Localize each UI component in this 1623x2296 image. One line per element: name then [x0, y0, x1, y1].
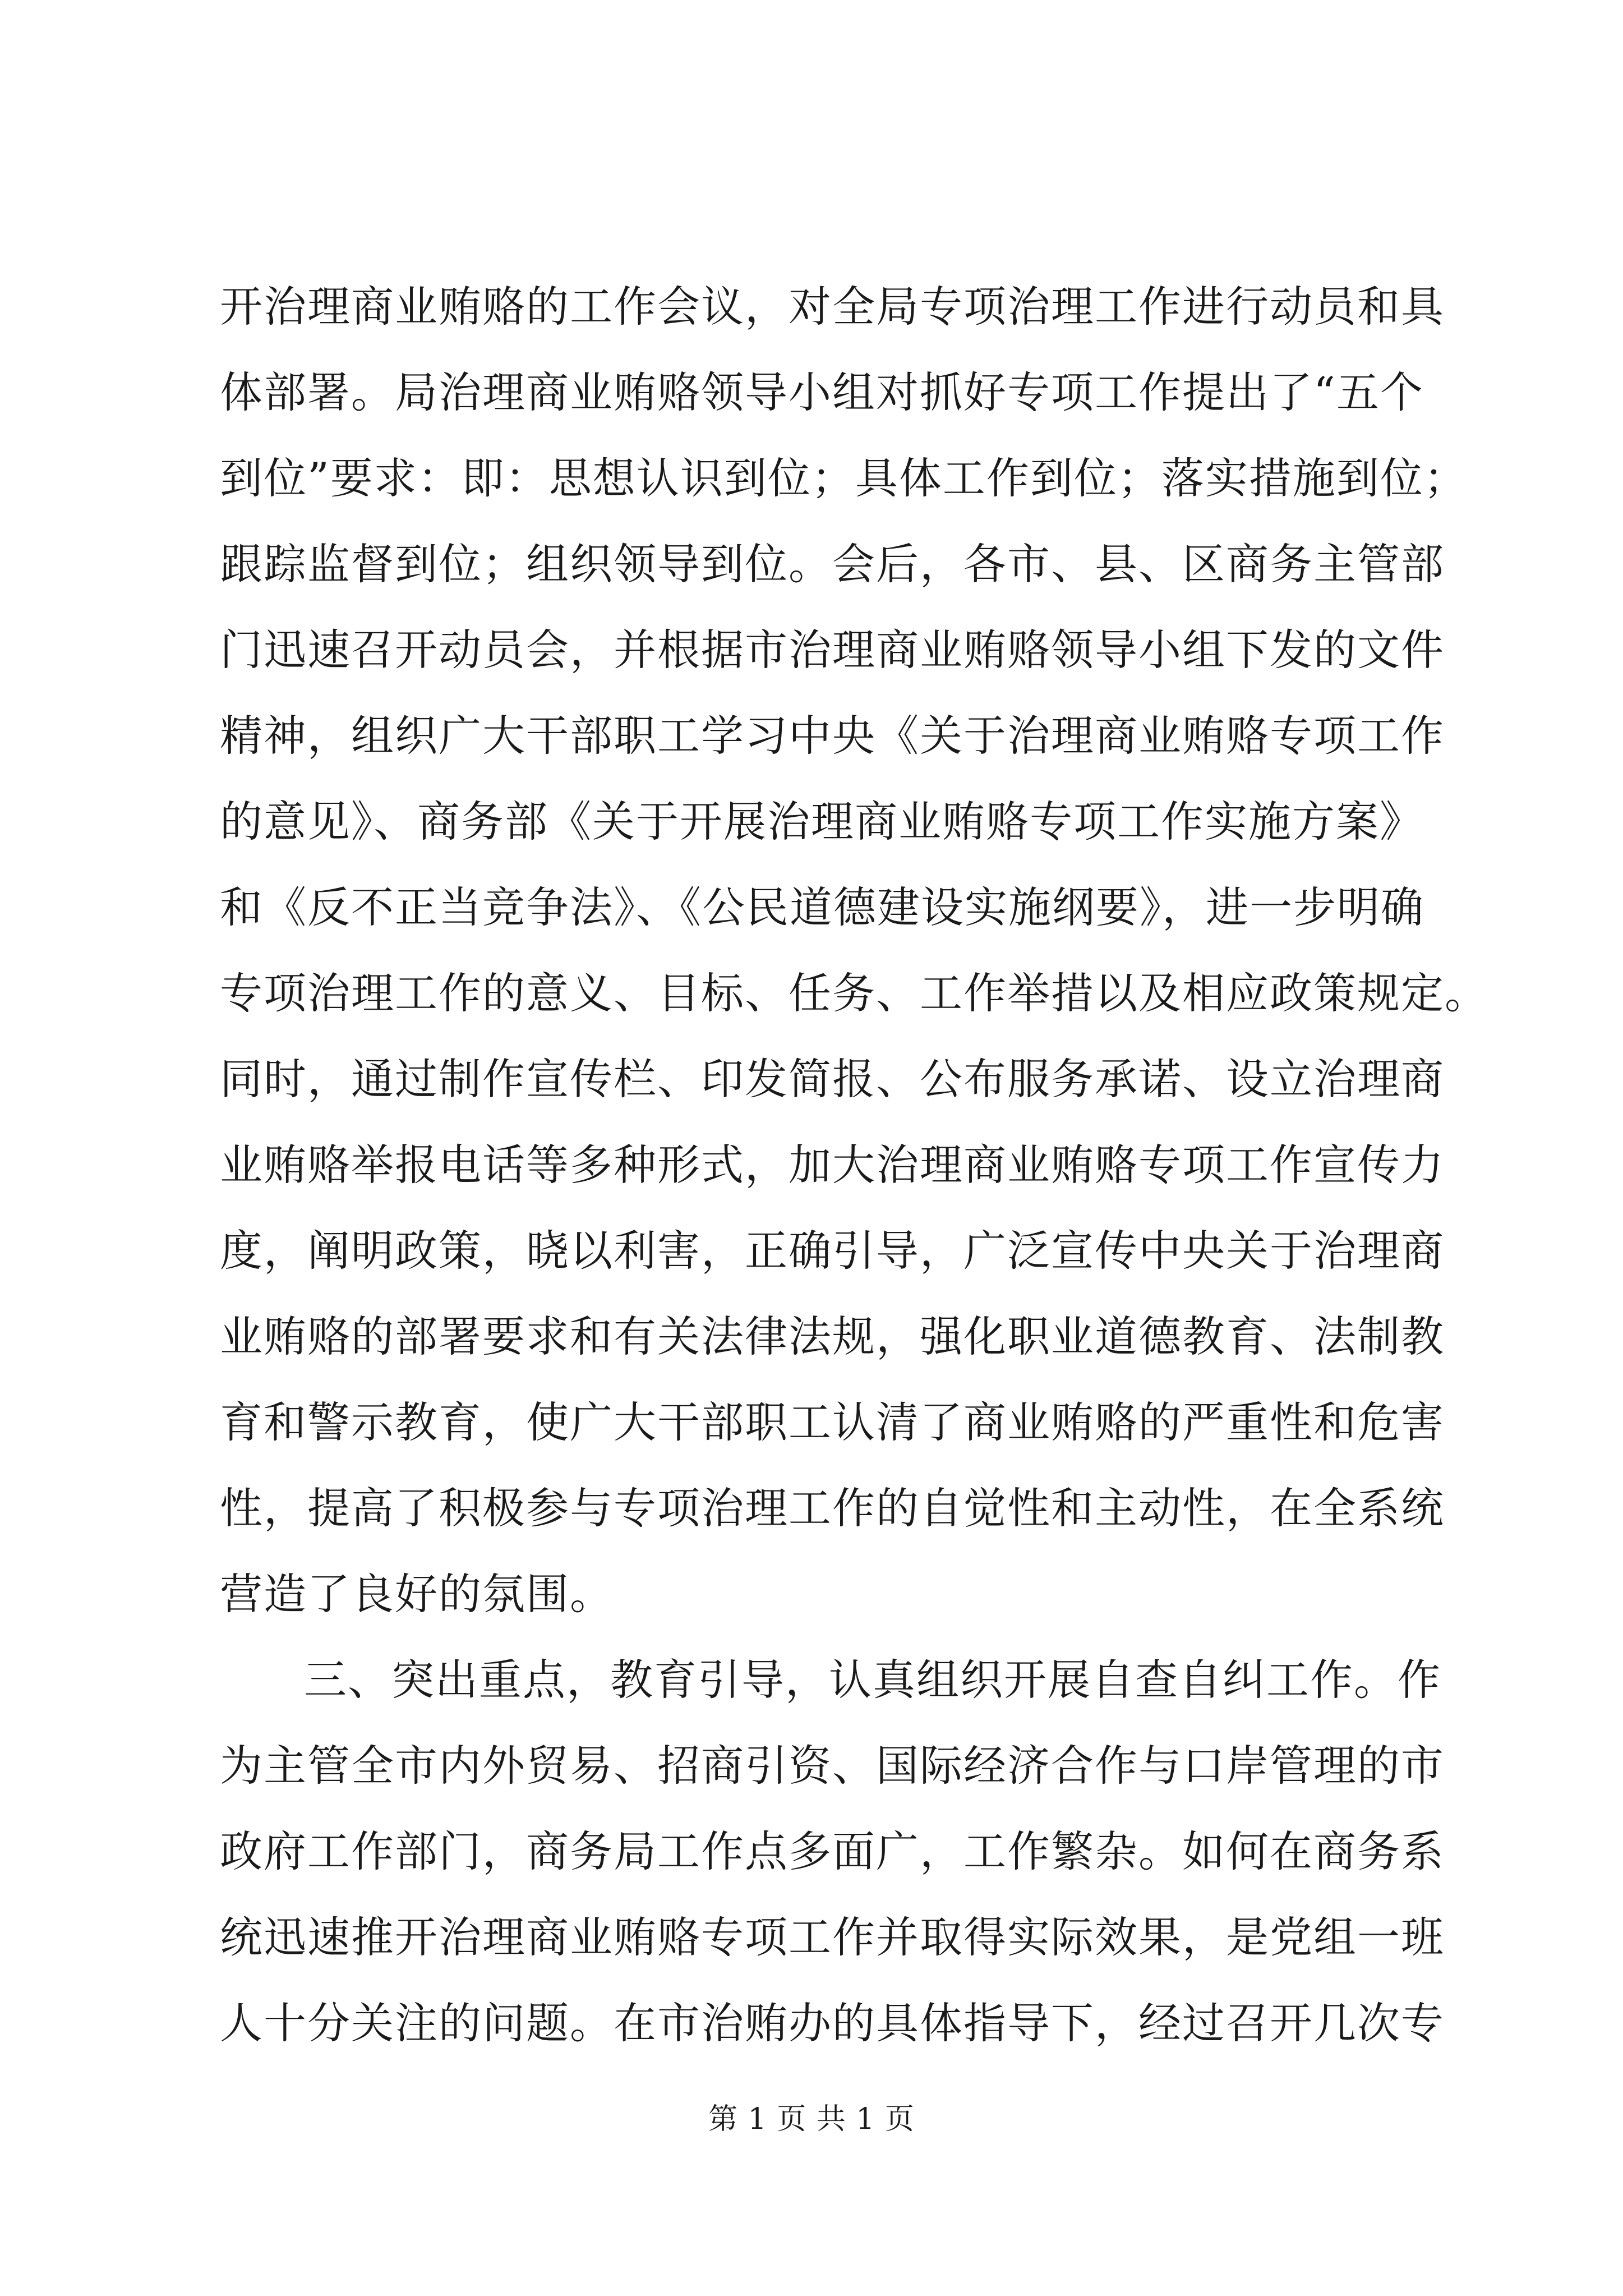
- text-line: 门迅速召开动员会，并根据市治理商业贿赂领导小组下发的文件: [220, 625, 1445, 675]
- page-footer: 第 1 页 共 1 页: [708, 2102, 915, 2136]
- text-line: 性，提高了积极参与专项治理工作的自觉性和主动性，在全系统: [220, 1483, 1445, 1533]
- text-line: 政府工作部门，商务局工作点多面广，工作繁杂。如何在商务系: [220, 1826, 1445, 1876]
- body-text: [220, 264, 1488, 2066]
- section-heading-line: 三、突出重点，教育引导，认真组织开展自查自纠工作。作: [304, 1655, 1441, 1705]
- text-line: 为主管全市内外贸易、招商引资、国际经济合作与口岸管理的市: [220, 1741, 1445, 1791]
- text-line: 统迅速推开治理商业贿赂专项工作并取得实际效果，是党组一班: [220, 1912, 1445, 1962]
- text-line: 跟踪监督到位；组织领导到位。会后，各市、县、区商务主管部: [220, 539, 1445, 589]
- text-line: 开治理商业贿赂的工作会议，对全局专项治理工作进行动员和具: [220, 282, 1445, 332]
- text-line: 专项治理工作的意义、目标、任务、工作举措以及相应政策规定。: [220, 968, 1488, 1018]
- text-line: 育和警示教育，使广大干部职工认清了商业贿赂的严重性和危害: [220, 1397, 1445, 1447]
- text-line: 到位”要求：即：思想认识到位；具体工作到位；落实措施到位；: [220, 453, 1468, 503]
- text-line: 度，阐明政策，晓以利害，正确引导，广泛宣传中央关于治理商: [220, 1226, 1445, 1276]
- text-line: 业贿赂举报电话等多种形式，加大治理商业贿赂专项工作宣传力: [220, 1140, 1445, 1190]
- text-line: 和《反不正当竞争法》、《公民道德建设实施纲要》，进一步明确: [220, 882, 1424, 932]
- text-line: 精神，组织广大干部职工学习中央《关于治理商业贿赂专项工作: [220, 711, 1445, 761]
- text-line: 的意见》、商务部《关于开展治理商业贿赂专项工作实施方案》: [220, 797, 1423, 846]
- text-line: 业贿赂的部署要求和有关法律法规，强化职业道德教育、法制教: [220, 1312, 1445, 1361]
- text-line: 营造了良好的氛围。: [220, 1569, 614, 1619]
- text-line: 体部署。局治理商业贿赂领导小组对抓好专项工作提出了“五个: [220, 367, 1424, 417]
- text-line: 同时，通过制作宣传栏、印发简报、公布服务承诺、设立治理商: [220, 1054, 1445, 1104]
- text-line: 人十分关注的问题。在市治贿办的具体指导下，经过召开几次专: [220, 1998, 1445, 2048]
